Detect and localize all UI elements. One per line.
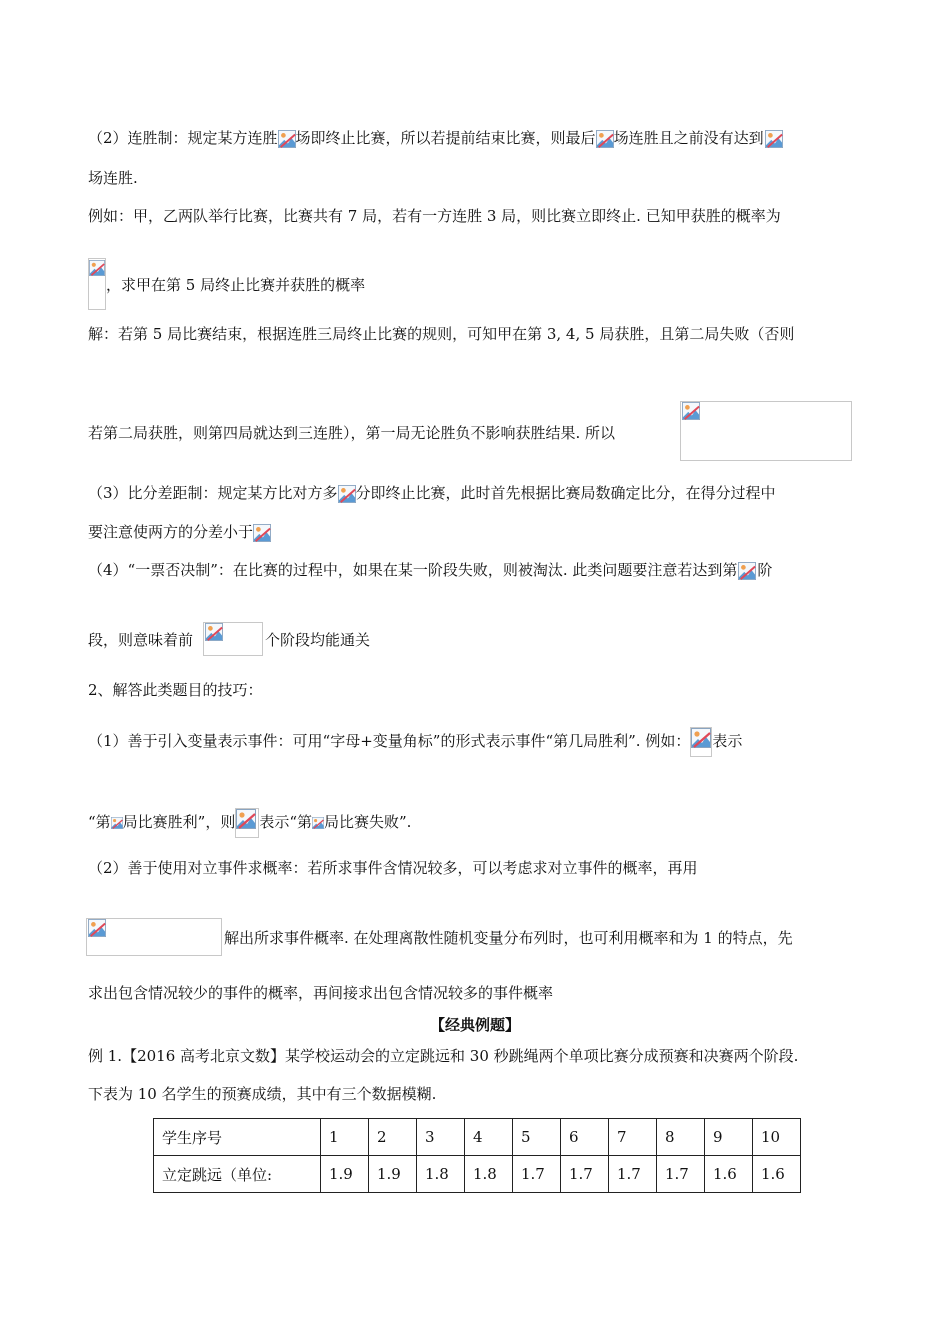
formula-image-icon <box>737 562 757 580</box>
formula-image-icon <box>253 524 271 542</box>
solution-formula-image-icon <box>680 401 852 461</box>
example-1-line-2: 下表为 10 名学生的预赛成绩，其中有三个数据模糊. <box>88 1085 437 1103</box>
formula-image-icon <box>338 485 356 503</box>
formula-image-icon <box>203 622 263 656</box>
table-cell: 1.8 <box>417 1156 465 1193</box>
table-cell: 1.6 <box>705 1156 753 1193</box>
example-1-line-1: 例 1.【2016 高考北京文数】某学校运动会的立定跳远和 30 秒跳绳两个单项比赛分成预赛和决赛两个阶段. <box>88 1047 799 1065</box>
para-score-difference-cont: 要注意使两方的分差小于 <box>88 522 271 542</box>
table-cell: 4 <box>465 1119 513 1156</box>
para-one-veto-cont: 段，则意味着前 <box>88 631 194 649</box>
table-cell: 1.8 <box>465 1156 513 1193</box>
table-cell: 学生序号 <box>154 1119 321 1156</box>
para-winning-streak: （2）连胜制：规定某方连胜 场即终止比赛，所以若提前结束比赛，则最后 场连胜且之前没有达到 <box>88 128 784 148</box>
probability-image-icon <box>88 258 106 310</box>
table-cell: 1.7 <box>657 1156 705 1193</box>
table-cell: 1.9 <box>369 1156 417 1193</box>
formula-image-icon <box>235 808 259 838</box>
para-one-veto-end: 个阶段均能通关 <box>265 631 371 649</box>
table-cell: 10 <box>753 1119 801 1156</box>
table-cell: 5 <box>513 1119 561 1156</box>
solution-line-2: 若第二局获胜，则第四局就达到三连胜），第一局无论胜负不影响获胜结果. 所以 <box>88 424 616 442</box>
table-cell: 1.9 <box>321 1156 369 1193</box>
tip-1-line-1: （1）善于引入变量表示事件：可用“字母+变量角标”的形式表示事件“第几局胜利”. 例如： 表示 <box>88 727 742 757</box>
formula-image-icon <box>111 814 123 832</box>
table-row <box>154 1119 801 1156</box>
para-score-difference: （3）比分差距制：规定某方比对方多 分即终止比赛，此时首先根据比赛局数确定比分，在得分过程中 <box>88 484 776 502</box>
tip-2-line-3: 求出包含情况较少的事件的概率，再间接求出包含情况较多的事件概率 <box>88 984 554 1002</box>
formula-image-icon <box>278 130 296 148</box>
preliminary-scores-table <box>153 1118 801 1193</box>
table-cell: 立定跳远（单位: <box>154 1156 321 1193</box>
table-cell: 7 <box>609 1119 657 1156</box>
table-cell: 6 <box>561 1119 609 1156</box>
example-line-2: ，求甲在第 5 局终止比赛并获胜的概率 <box>106 276 366 294</box>
table-cell: 2 <box>369 1119 417 1156</box>
formula-image-icon <box>596 130 614 148</box>
tip-2-line-1: （2）善于使用对立事件求概率：若所求事件含情况较多，可以考虑求对立事件的概率，再用 <box>88 859 698 877</box>
formula-image-icon <box>690 727 712 757</box>
table-cell: 1.7 <box>513 1156 561 1193</box>
tip-1-line-2: “第 局比赛胜利”，则 表示“第 局比赛失败”. <box>88 808 411 838</box>
tips-title: 2、解答此类题目的技巧： <box>88 681 263 699</box>
table-cell: 8 <box>657 1119 705 1156</box>
para-one-veto: （4）“一票否决制”：在比赛的过程中，如果在某一阶段失败，则被淘汰. 此类问题要注意若达到第 阶 <box>88 561 773 579</box>
tip-2-line-2: 解出所求事件概率. 在处理离散性随机变量分布列时，也可利用概率和为 1 的特点，先 <box>224 929 793 947</box>
formula-image-icon <box>312 814 324 832</box>
table-row <box>154 1156 801 1193</box>
table-cell: 1.6 <box>753 1156 801 1193</box>
formula-image-icon <box>764 130 784 148</box>
table-cell: 1 <box>321 1119 369 1156</box>
formula-image-icon <box>86 918 222 956</box>
table-cell: 1.7 <box>609 1156 657 1193</box>
section-heading: 【经典例题】 <box>429 1016 520 1034</box>
table-cell: 3 <box>417 1119 465 1156</box>
solution-line-1: 解：若第 5 局比赛结束，根据连胜三局终止比赛的规则，可知甲在第 3, 4, 5 局获胜，且第二局失败（否则 <box>88 325 795 343</box>
table-cell: 9 <box>705 1119 753 1156</box>
table-cell: 1.7 <box>561 1156 609 1193</box>
example-line-1: 例如：甲，乙两队举行比赛，比赛共有 7 局，若有一方连胜 3 局，则比赛立即终止. 已知甲获胜的概率为 <box>88 207 781 225</box>
para-winning-streak-end: 场连胜. <box>88 169 138 187</box>
